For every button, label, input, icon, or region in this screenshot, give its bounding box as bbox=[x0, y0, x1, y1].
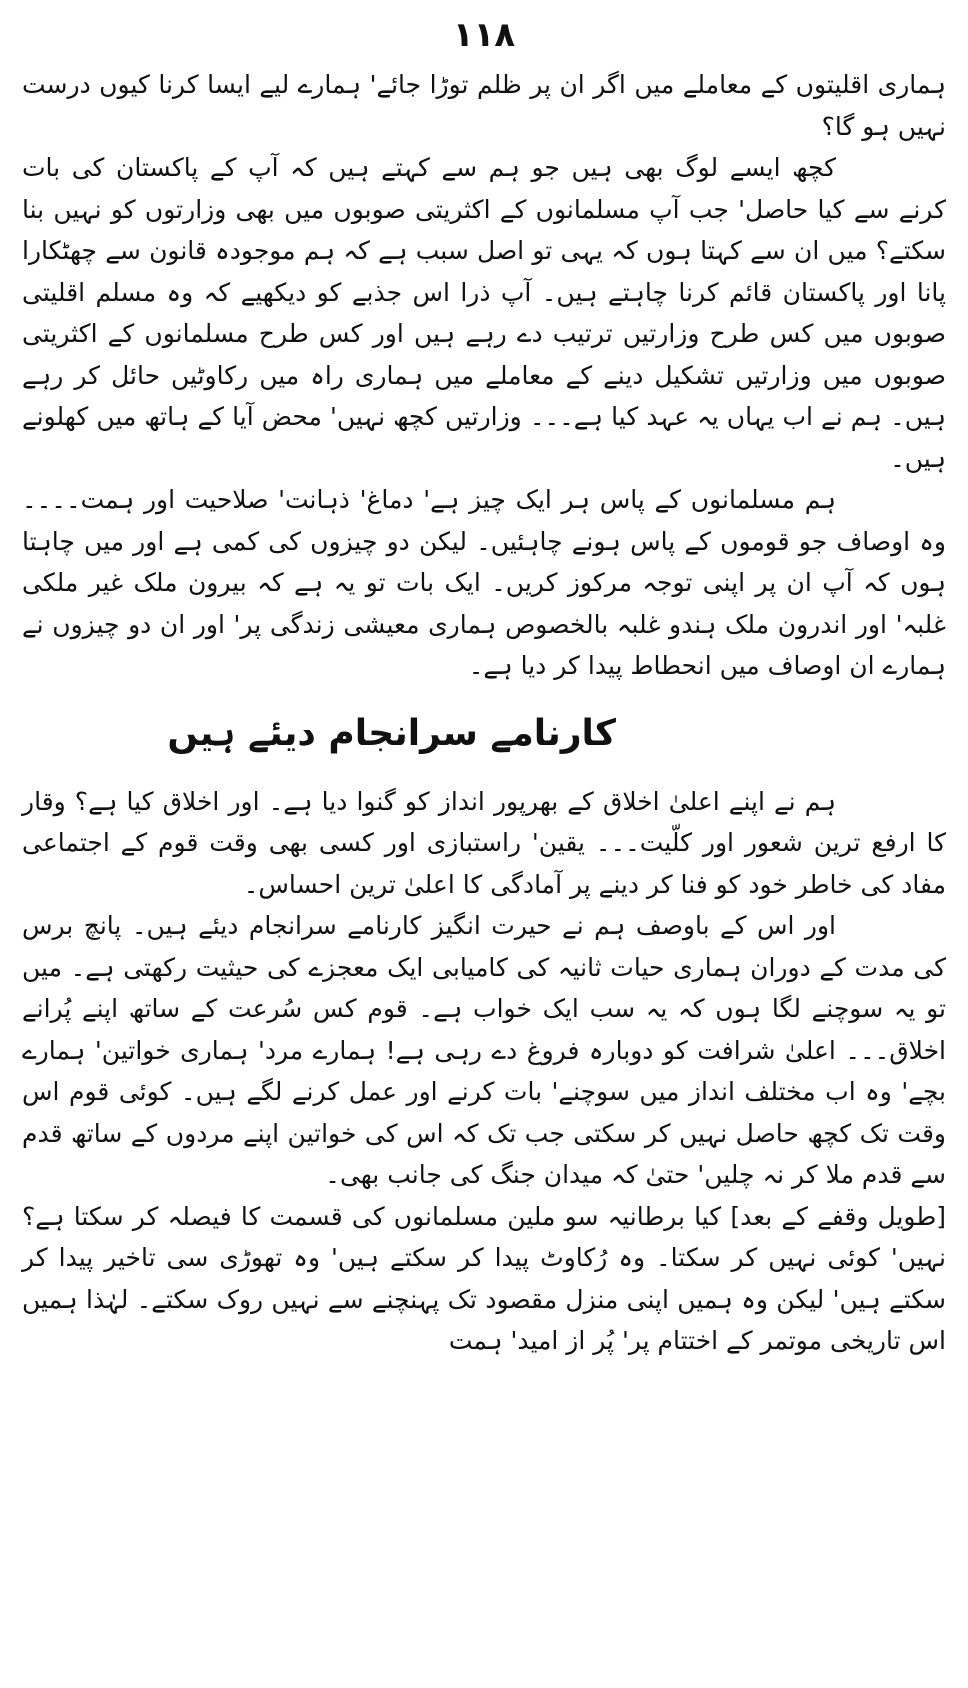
paragraph-qualities: ہم مسلمانوں کے پاس ہر ایک چیز ہے' دماغ' ذہانت' صلاحیت اور ہمت۔۔۔۔ وہ اوصاف جو قوموں کے پاس ہونے چاہئیں۔ لیکن دو چیزوں کی کمی ہے اور میں چاہتا ہوں کہ آپ ان پر اپنی توجہ مرکوز کریں۔ ایک بات تو یہ ہے کہ بیرون ملک غیر ملکی غلبہ' اور اندرون ملک ہندو غلبہ بالخصوص ہماری معیشی زندگی پر' اور ان دو چیزوں نے ہمارے ان اوصاف میں انحطاط پیدا کر دیا ہے۔ bbox=[22, 485, 946, 680]
paragraph-achievements: اور اس کے باوصف ہم نے حیرت انگیز کارنامے سرانجام دیئے ہیں۔ پانچ برس کی مدت کے دوران ہماری حیات ثانیہ کی کامیابی ایک معجزے کی حیثیت رکھتی ہے۔ میں تو یہ سوچنے لگا ہوں کہ یہ سب ایک خواب ہے۔ قوم کس سُرعت کے ساتھ اپنے پُرانے اخلاق۔۔۔ اعلیٰ شرافت کو دوبارہ فروغ دے رہی ہے! ہمارے مرد' ہماری خواتین' ہمارے بچے' وہ اب مختلف انداز میں سوچنے' بات کرنے اور عمل کرنے لگے ہیں۔ کوئی قوم اس وقت تک کچھ حاصل نہیں کر سکتی جب تک کہ اس کی خواتین اپنے مردوں کے ساتھ قدم سے قدم ملا کر نہ چلیں' حتیٰ کہ میدان جنگ کی جانب بھی۔ bbox=[22, 911, 946, 1189]
paragraph-morality: ہم نے اپنے اعلیٰ اخلاق کے بھرپور انداز کو گنوا دیا ہے۔ اور اخلاق کیا ہے؟ وقار کا ارفع ترین شعور اور کلّیت۔۔۔ یقین' راستبازی اور کسی بھی وقت قوم کے اجتماعی مفاد کی خاطر خود کو فنا کر دینے پر آمادگی کا اعلیٰ ترین احساس۔ bbox=[22, 786, 946, 899]
paragraph-britain: [طویل وقفے کے بعد] کیا برطانیہ سو ملین مسلمانوں کی قسمت کا فیصلہ کر سکتا ہے؟ نہیں' کوئی نہیں کر سکتا۔ وہ رُکاوٹ پیدا کر سکتے ہیں' وہ تھوڑی سی تاخیر پیدا کر سکتے ہیں' لیکن وہ ہمیں اپنی منزل مقصود تک پہنچنے سے نہیں روک سکتے۔ لہٰذا ہمیں اس تاریخی موتمر کے اختتام پر' پُر از امید' ہمت bbox=[22, 1201, 946, 1355]
section-heading: کارنامے سرانجام دیئے ہیں bbox=[167, 712, 616, 754]
page-number: ١١٨ bbox=[452, 15, 516, 55]
paragraph-ministries: کچھ ایسے لوگ بھی ہیں جو ہم سے کہتے ہیں کہ آپ کے پاکستان کی بات کرنے سے کیا حاصل' جب آپ مسلمانوں کے اکثریتی صوبوں میں بھی وزارتوں کو نہیں بنا سکتے؟ میں ان سے کہتا ہوں کہ یہی تو اصل سبب ہے کہ ہم موجودہ قانون سے چھٹکارا پانا اور پاکستان قائم کرنا چاہتے ہیں۔ آپ ذرا اس جذبے کو دیکھیے کہ وہ مسلم اقلیتی صوبوں میں کس طرح وزارتیں ترتیب دے رہے ہیں اور کس طرح مسلمانوں کے اکثریتی صوبوں میں وزارتیں تشکیل دینے کے معاملے میں ہماری راہ میں رکاوٹیں حائل کر رہے ہیں۔ ہم نے اب یہاں یہ عہد کیا ہے۔۔۔ وزارتیں کچھ نہیں' محض آیا کے ہاتھ میں کھلونے ہیں۔ bbox=[22, 153, 946, 473]
paragraph-minorities: ہماری اقلیتوں کے معاملے میں اگر ان پر ظلم توڑا جائے' ہمارے لیے ایسا کرنا کیوں درست نہیں ہو گا؟ bbox=[22, 70, 946, 141]
